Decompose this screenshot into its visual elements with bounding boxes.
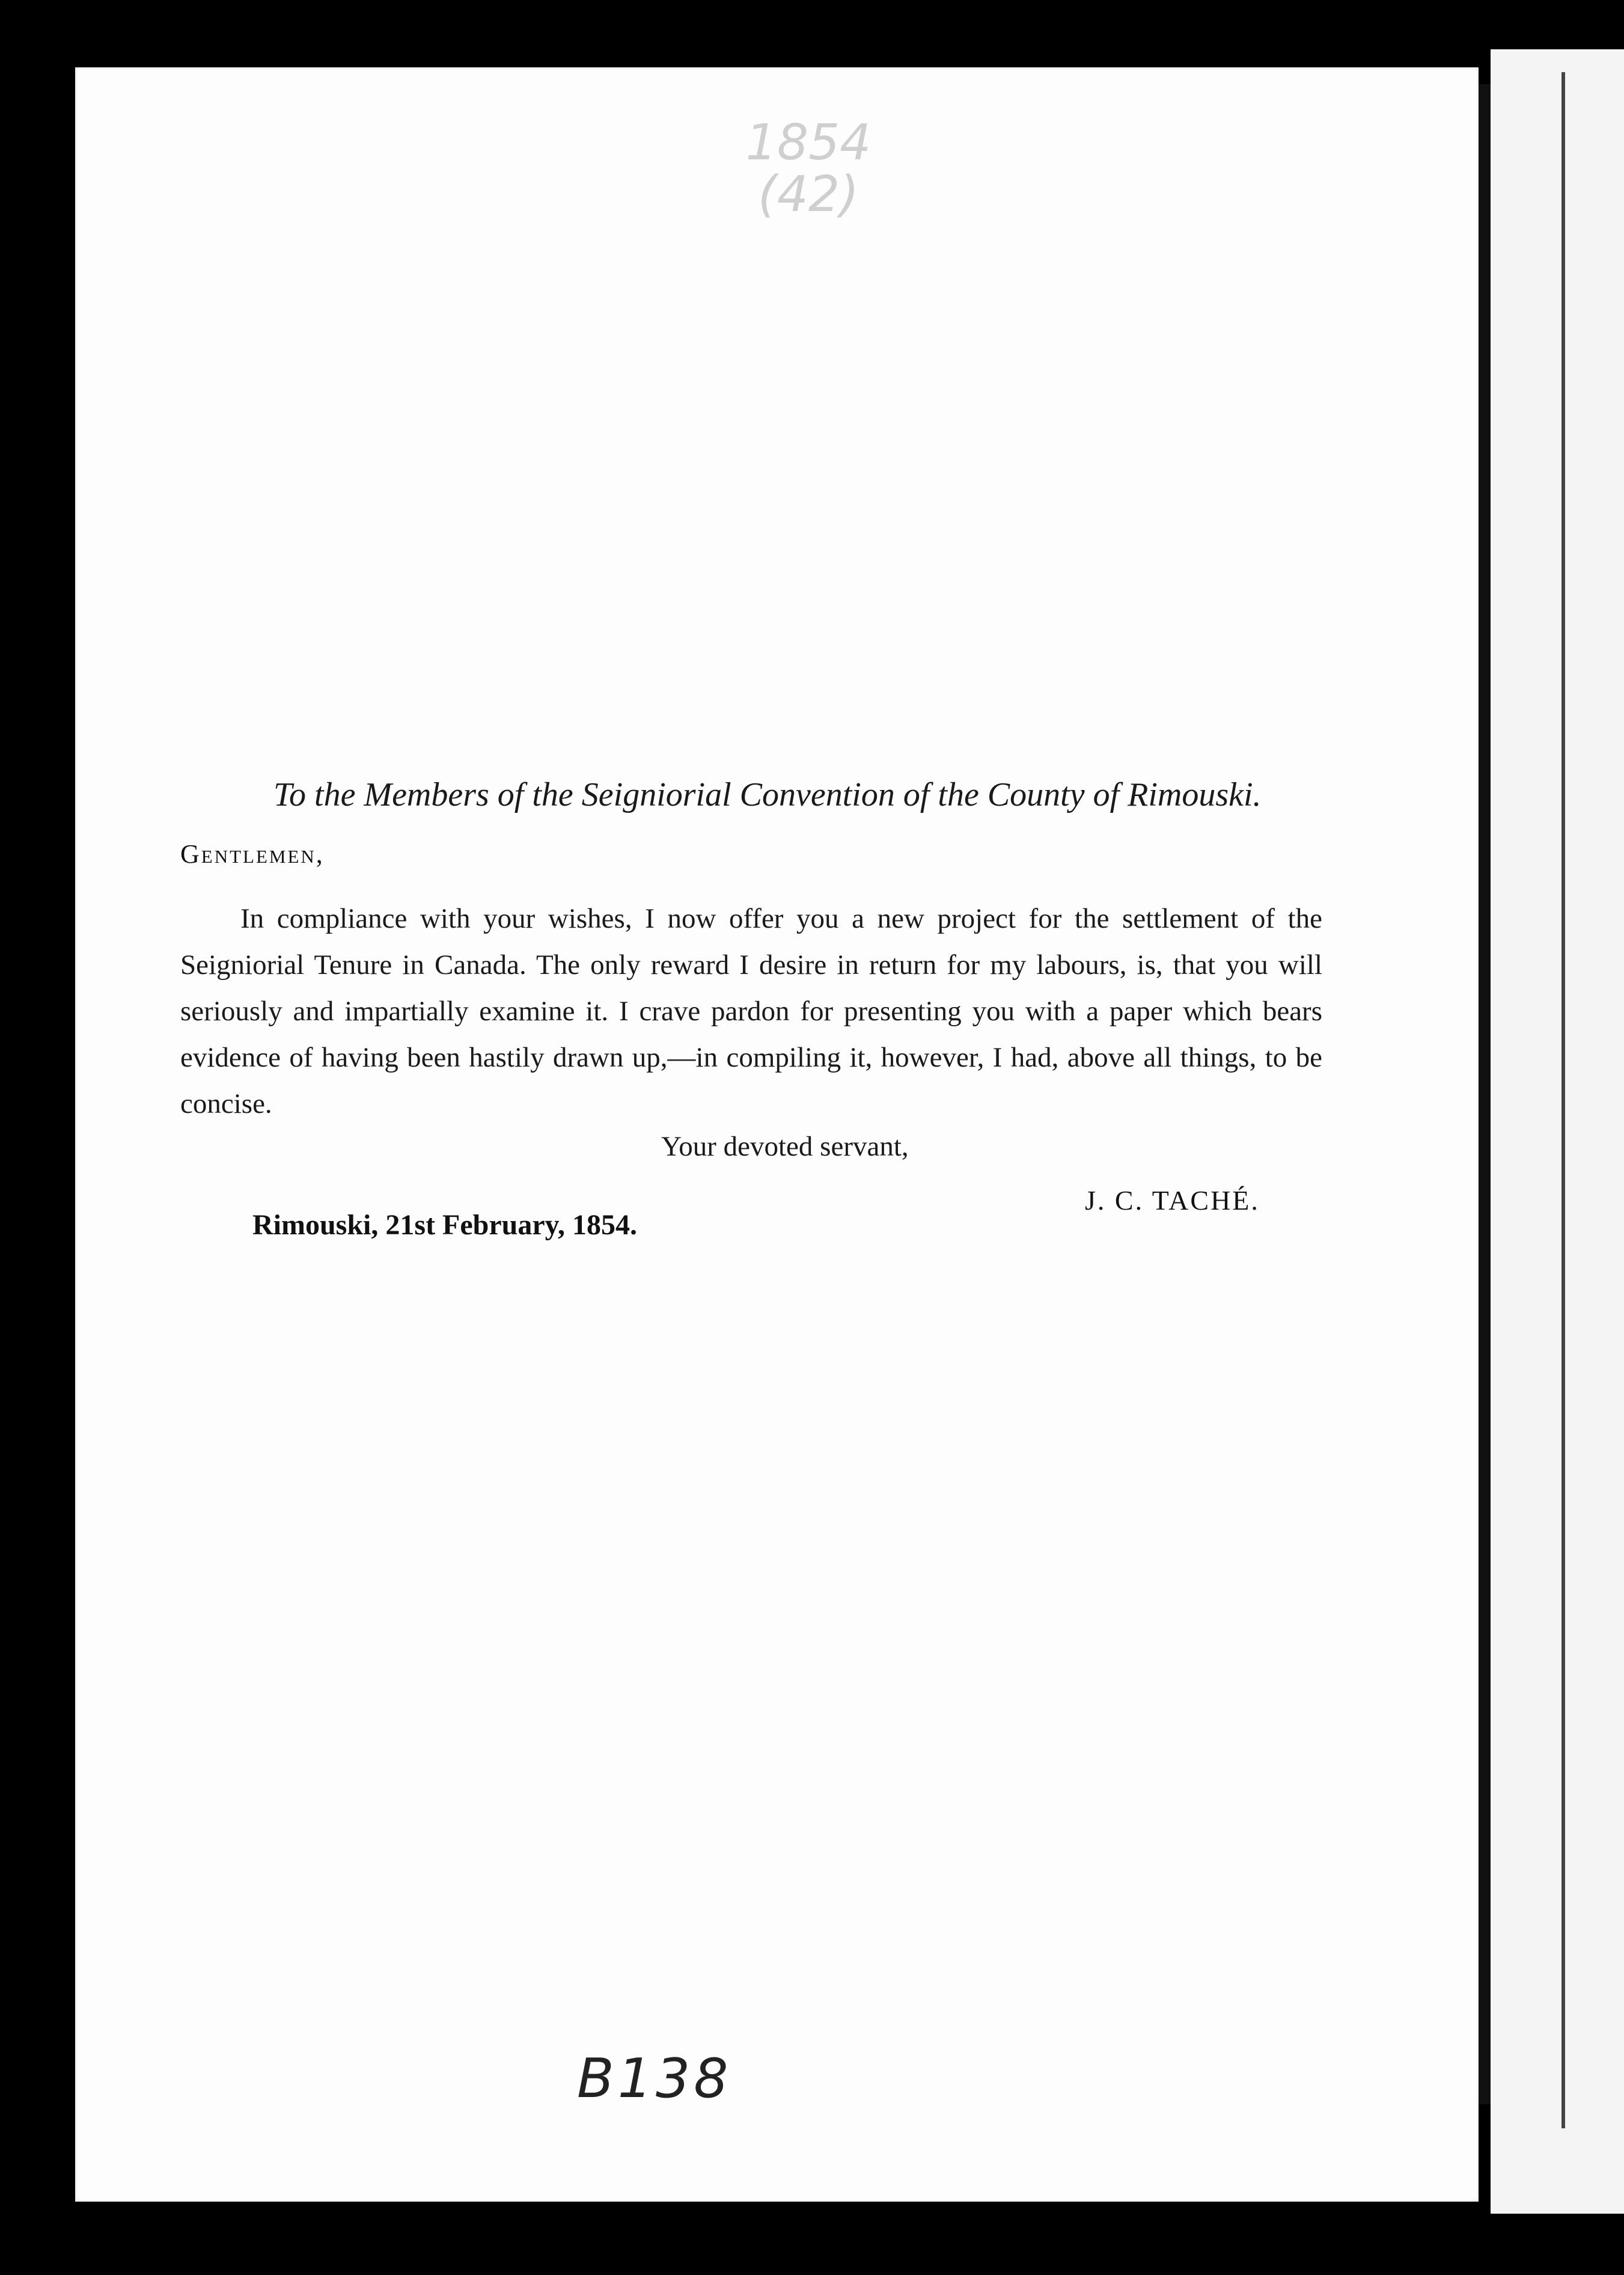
letter-title: To the Members of the Seigniorial Convention of the County of Rimouski. — [273, 776, 1262, 813]
letter-place-date: Rimouski, 21st February, 1854. — [252, 1209, 638, 1241]
archive-number: (42) — [757, 166, 859, 224]
binding-edge — [1479, 84, 1491, 2104]
letter-greeting: Gentlemen, — [180, 839, 325, 869]
letter-closing: Your devoted servant, — [661, 1131, 909, 1162]
archive-mark — [742, 114, 875, 224]
letter-signature: J. C. TACHÉ. — [1085, 1185, 1260, 1216]
letter-body: In compliance with your wishes, I now offer you a new project for the settlement of the Seigniorial Tenure in Canada. The only reward I desire in return for my labours, is, that you will seriously and impartially examine it. I crave pardon for presenting you with a paper which bears evidence of having been hastily drawn up,—in compiling it, however, I had, above all things, to be concise. — [180, 903, 1322, 1119]
adjacent-page-edge — [1491, 49, 1624, 2214]
page-edge-line — [1561, 72, 1565, 2128]
archive-year: 1854 — [745, 114, 872, 171]
catalog-number: B138 — [577, 2047, 732, 2110]
